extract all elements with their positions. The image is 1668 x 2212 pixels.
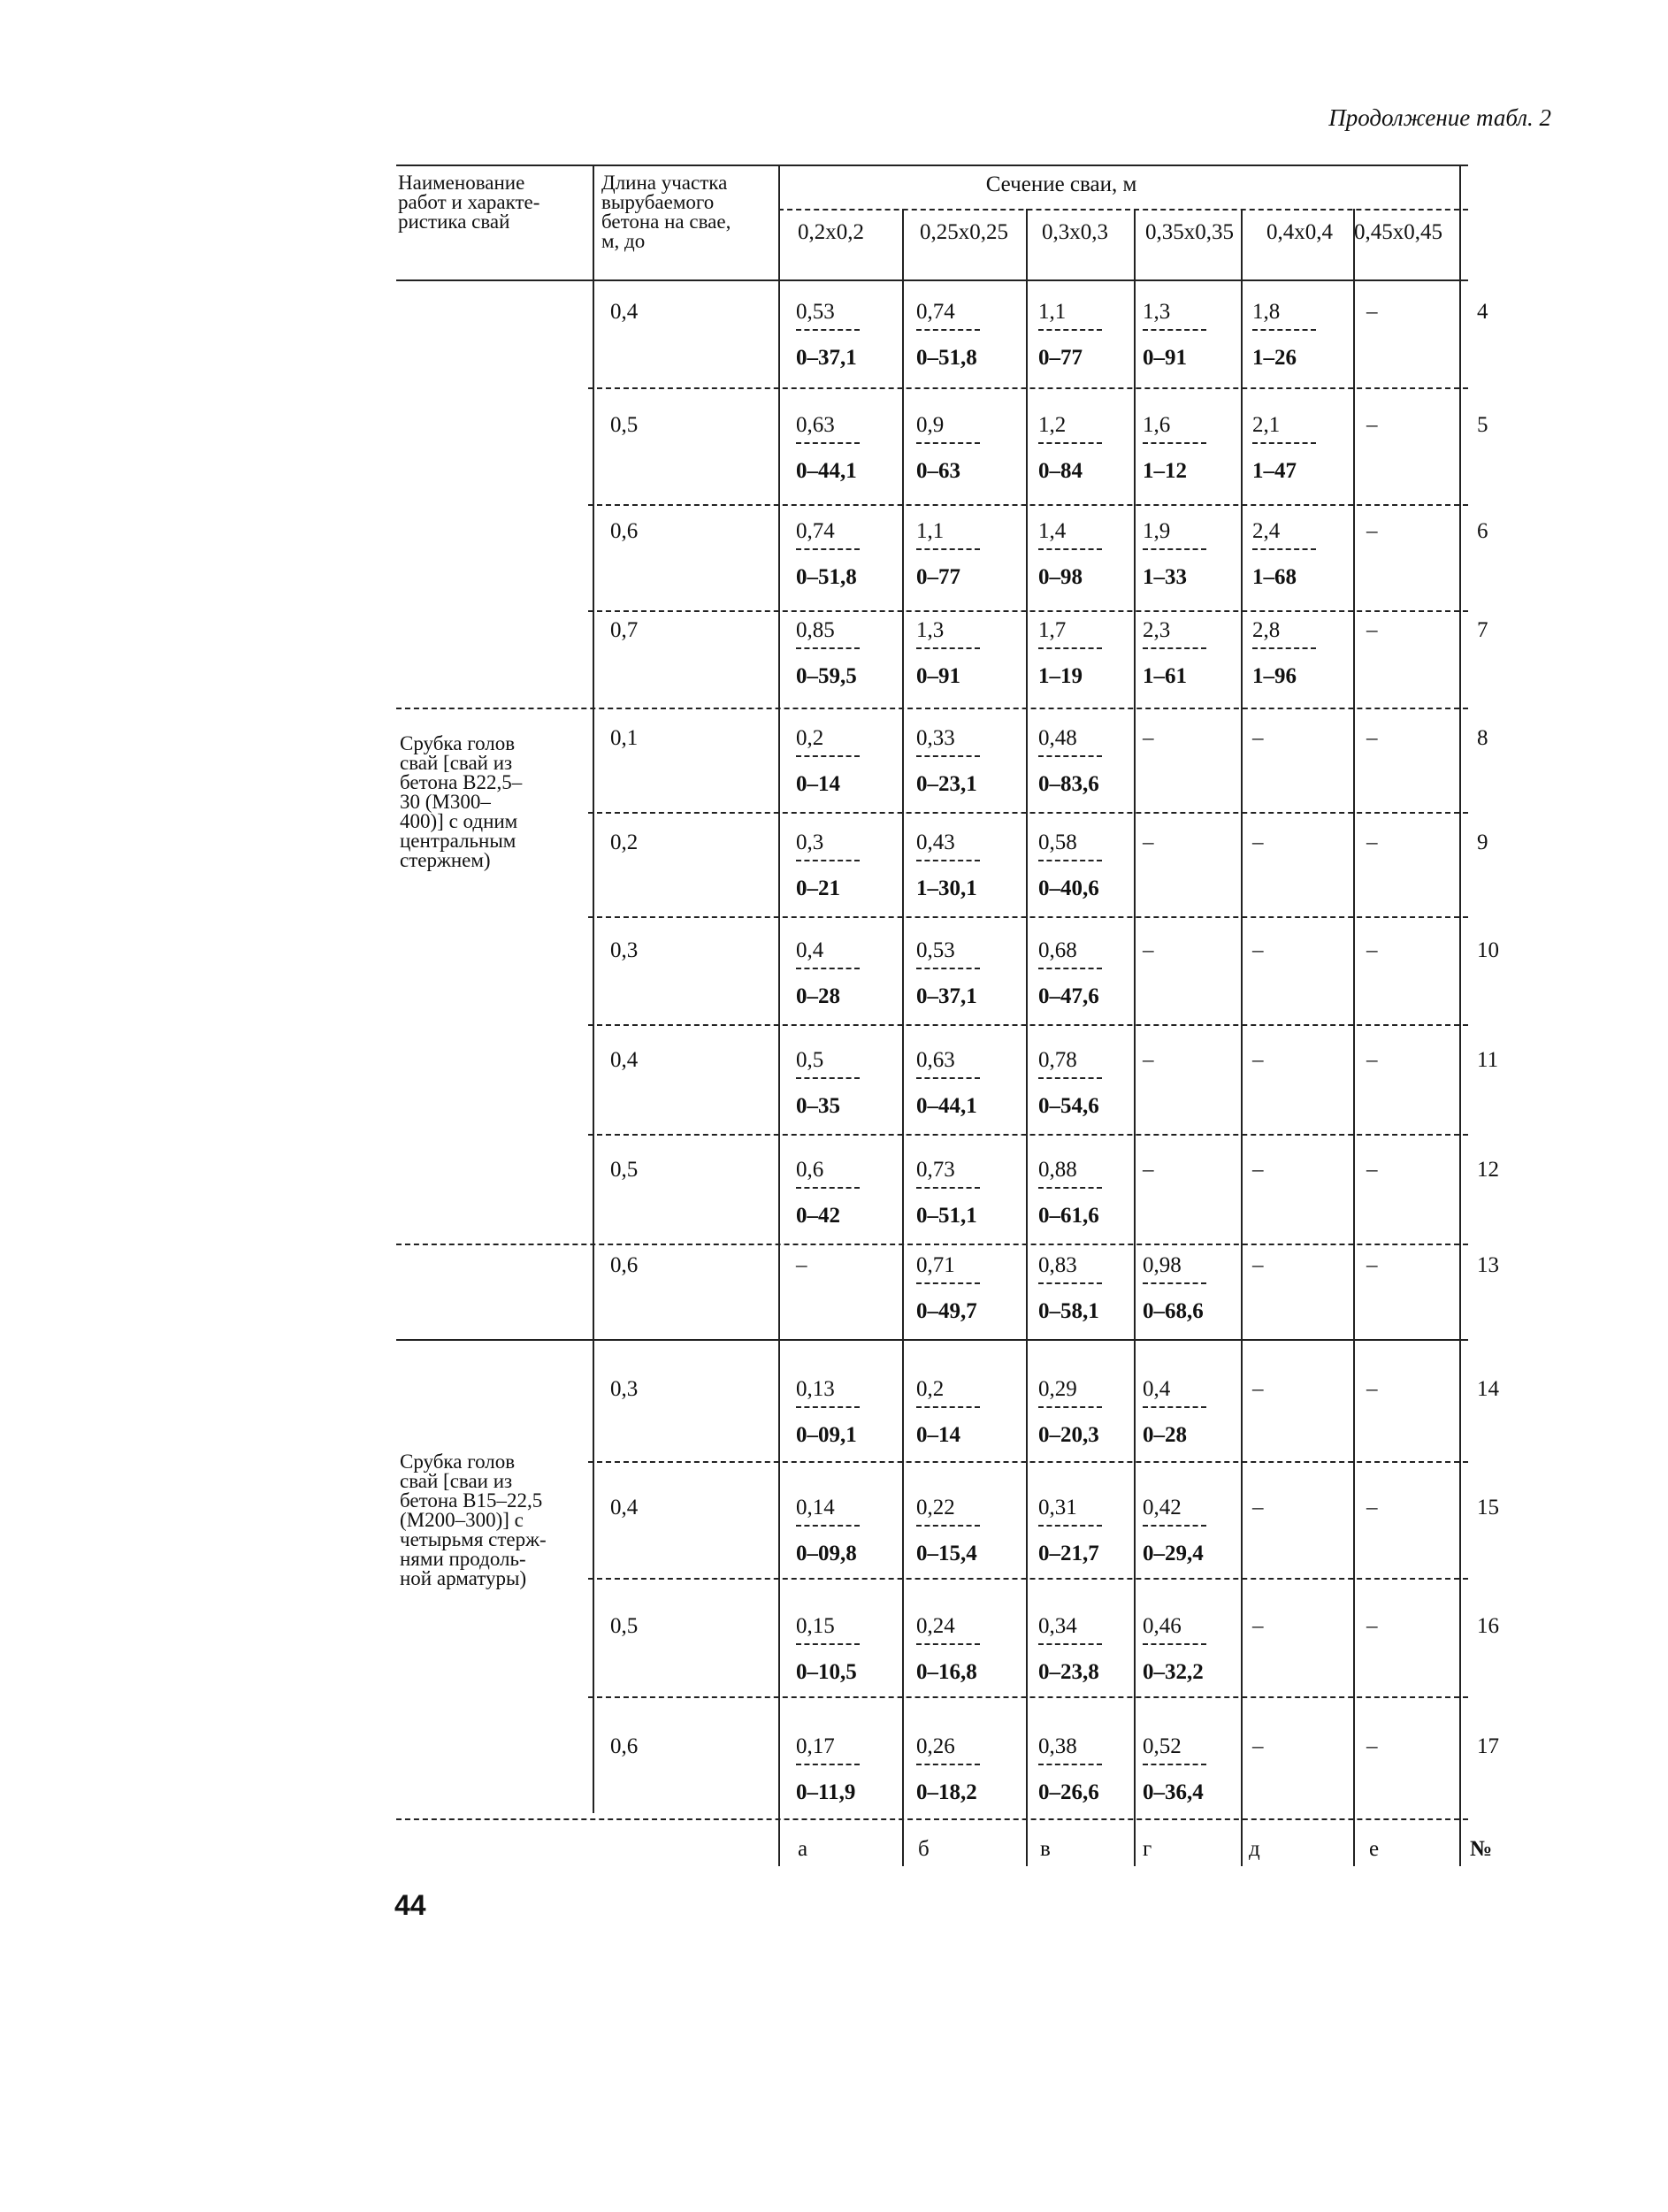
fraction-bar <box>796 860 860 861</box>
norm-cell-value: 0,88 <box>1038 1158 1077 1182</box>
norm-cell-value: 0,98 <box>1143 1253 1182 1277</box>
fraction-bar <box>1143 442 1206 444</box>
header-cut-length: Длина участка вырубаемого бетона на свае, м, до <box>601 172 731 252</box>
norm-cell-value: – <box>1143 726 1154 750</box>
norm-cell-cost: 0–47,6 <box>1038 984 1099 1008</box>
cut-length-value: 0,4 <box>610 300 639 324</box>
norm-cell-cost: 0–28 <box>1143 1423 1187 1447</box>
fraction-bar <box>1252 329 1316 331</box>
norm-cell-cost: 0–16,8 <box>916 1660 977 1684</box>
norm-cell-cost: 0–29,4 <box>1143 1542 1204 1565</box>
fraction-bar <box>796 968 860 969</box>
norm-cell-value: – <box>1366 1614 1378 1638</box>
norm-cell-value: – <box>1366 519 1378 543</box>
fraction-bar <box>1038 442 1102 444</box>
norm-cell-value: 0,5 <box>796 1048 824 1072</box>
norm-cell-value: 0,29 <box>1038 1377 1077 1401</box>
norm-cell-cost: 0–58,1 <box>1038 1299 1099 1323</box>
norm-cell-cost: 0–10,5 <box>796 1660 857 1684</box>
norm-cell-value: 2,8 <box>1252 618 1281 642</box>
fraction-bar <box>1038 1282 1102 1284</box>
norm-cell-value: – <box>1366 1734 1378 1758</box>
fraction-bar <box>1038 755 1102 757</box>
norm-cell-cost: 0–23,1 <box>916 772 977 796</box>
row-divider <box>588 1461 1468 1463</box>
norm-cell-value: 2,1 <box>1252 413 1281 437</box>
column-divider <box>1353 209 1355 1866</box>
norm-cell-value: – <box>1252 1496 1264 1519</box>
norm-cell-value: 0,15 <box>796 1614 835 1638</box>
row-divider <box>588 812 1468 814</box>
norm-cell-value: – <box>1366 1048 1378 1072</box>
norm-cell-cost: 0–51,8 <box>796 565 857 589</box>
norm-cell-value: 0,78 <box>1038 1048 1077 1072</box>
norm-cell-value: – <box>1252 1158 1264 1182</box>
row-divider <box>396 1339 1468 1341</box>
norm-cell-cost: 1–61 <box>1143 664 1187 688</box>
fraction-bar <box>796 1643 860 1645</box>
fraction-bar <box>1038 1764 1102 1765</box>
fraction-bar <box>916 1643 980 1645</box>
norm-cell-value: – <box>1143 1158 1154 1182</box>
norm-cell-value: – <box>1366 413 1378 437</box>
norm-cell-value: – <box>1143 938 1154 962</box>
norm-cell-value: – <box>1366 300 1378 324</box>
norm-cell-value: 0,48 <box>1038 726 1077 750</box>
fraction-bar <box>1038 647 1102 649</box>
norm-cell-value: 1,8 <box>1252 300 1281 324</box>
norm-cell-cost: 0–42 <box>796 1204 840 1228</box>
fraction-bar <box>916 1406 980 1408</box>
row-divider <box>588 1578 1468 1580</box>
norm-cell-cost: 0–59,5 <box>796 664 857 688</box>
fraction-bar <box>1038 1643 1102 1645</box>
norm-cell-cost: 0–44,1 <box>796 459 857 483</box>
norm-cell-value: 0,74 <box>796 519 835 543</box>
norm-cell-cost: 0–09,1 <box>796 1423 857 1447</box>
norm-cell-cost: 0–11,9 <box>796 1780 856 1804</box>
footer-letter-d: г <box>1143 1837 1152 1861</box>
cut-length-value: 0,5 <box>610 1614 639 1638</box>
norm-cell-cost: 0–20,3 <box>1038 1423 1099 1447</box>
group-label-four-rods: Срубка голов свай [сваи из бетона В15–22,5 (М200–300)] с четырьмя стерж- нями продоль- ной арматуры) <box>400 1450 547 1589</box>
column-divider <box>1134 209 1136 1866</box>
norm-cell-value: 0,3 <box>796 830 824 854</box>
row-number: 4 <box>1477 300 1488 324</box>
row-number: 6 <box>1477 519 1488 543</box>
row-number: 5 <box>1477 413 1488 437</box>
footer-letter-b: б <box>918 1837 930 1861</box>
fraction-bar <box>1038 329 1102 331</box>
norm-cell-cost: 0–77 <box>916 565 960 589</box>
table-top-rule <box>396 165 1468 166</box>
norm-cell-value: 0,74 <box>916 300 955 324</box>
norm-cell-value: 1,9 <box>1143 519 1171 543</box>
norm-cell-value: – <box>796 1253 807 1277</box>
footer-letter-a: а <box>798 1837 808 1861</box>
norm-cell-value: – <box>1143 1048 1154 1072</box>
fraction-bar <box>1038 968 1102 969</box>
norm-cell-value: 0,4 <box>796 938 824 962</box>
cut-length-value: 0,6 <box>610 519 639 543</box>
row-number: 16 <box>1477 1614 1499 1638</box>
norm-cell-cost: 0–84 <box>1038 459 1083 483</box>
norm-cell-cost: 1–30,1 <box>916 876 977 900</box>
norm-cell-value: 0,42 <box>1143 1496 1182 1519</box>
norm-cell-value: 0,4 <box>1143 1377 1171 1401</box>
column-divider <box>1241 209 1243 1866</box>
row-number: 11 <box>1477 1048 1499 1072</box>
fraction-bar <box>1038 1187 1102 1189</box>
column-divider <box>1459 165 1461 1866</box>
norm-cell-value: – <box>1252 1614 1264 1638</box>
norm-cell-cost: 0–28 <box>796 984 840 1008</box>
norm-cell-value: 0,17 <box>796 1734 835 1758</box>
norm-cell-cost: 0–83,6 <box>1038 772 1099 796</box>
norm-cell-cost: 0–21,7 <box>1038 1542 1099 1565</box>
cut-length-value: 0,4 <box>610 1048 639 1072</box>
row-number: 13 <box>1477 1253 1499 1277</box>
fraction-bar <box>916 1187 980 1189</box>
fraction-bar <box>1252 548 1316 550</box>
norm-cell-cost: 0–35 <box>796 1094 840 1118</box>
norm-cell-value: 1,2 <box>1038 413 1067 437</box>
norm-cell-value: 0,2 <box>796 726 824 750</box>
norm-cell-value: 0,26 <box>916 1734 955 1758</box>
norm-cell-cost: 0–37,1 <box>796 346 857 370</box>
fraction-bar <box>1038 1406 1102 1408</box>
norm-cell-cost: 0–91 <box>1143 346 1187 370</box>
norm-cell-value: 0,38 <box>1038 1734 1077 1758</box>
norm-cell-value: 0,83 <box>1038 1253 1077 1277</box>
norm-cell-value: 2,4 <box>1252 519 1281 543</box>
row-number: 15 <box>1477 1496 1499 1519</box>
fraction-bar <box>1252 647 1316 649</box>
norm-cell-value: – <box>1366 938 1378 962</box>
fraction-bar <box>916 1282 980 1284</box>
norm-cell-value: 1,1 <box>916 519 945 543</box>
fraction-bar <box>1143 1282 1206 1284</box>
row-divider <box>588 1696 1468 1698</box>
column-divider <box>593 165 594 1813</box>
section-header-d: 0,35x0,35 <box>1145 220 1234 244</box>
section-header-b: 0,25x0,25 <box>920 220 1008 244</box>
norm-cell-cost: 0–09,8 <box>796 1542 857 1565</box>
norm-cell-value: 0,31 <box>1038 1496 1077 1519</box>
cut-length-value: 0,5 <box>610 1158 639 1182</box>
fraction-bar <box>1143 1406 1206 1408</box>
fraction-bar <box>1143 329 1206 331</box>
norm-cell-cost: 0–32,2 <box>1143 1660 1204 1684</box>
norm-cell-value: 1,3 <box>916 618 945 642</box>
norm-cell-value: – <box>1252 1048 1264 1072</box>
norm-cell-value: – <box>1252 1253 1264 1277</box>
cut-length-value: 0,6 <box>610 1734 639 1758</box>
norm-cell-value: 0,6 <box>796 1158 824 1182</box>
section-header-c: 0,3x0,3 <box>1042 220 1108 244</box>
cut-length-value: 0,5 <box>610 413 639 437</box>
norm-cell-value: 1,3 <box>1143 300 1171 324</box>
norm-cell-value: – <box>1252 726 1264 750</box>
row-number: 9 <box>1477 830 1488 854</box>
norm-cell-cost: 0–23,8 <box>1038 1660 1099 1684</box>
fraction-bar <box>796 1187 860 1189</box>
footer-letter-c: в <box>1040 1837 1051 1861</box>
column-divider <box>1026 209 1028 1866</box>
fraction-bar <box>796 1406 860 1408</box>
fraction-bar <box>1252 442 1316 444</box>
norm-cell-value: 0,9 <box>916 413 945 437</box>
norm-cell-value: – <box>1366 830 1378 854</box>
norm-cell-value: 0,71 <box>916 1253 955 1277</box>
fraction-bar <box>916 1525 980 1527</box>
norm-cell-cost: 0–54,6 <box>1038 1094 1099 1118</box>
norm-cell-value: 0,53 <box>796 300 835 324</box>
section-header-f: 0,45x0,45 <box>1354 220 1442 244</box>
fraction-bar <box>916 442 980 444</box>
row-divider <box>588 504 1468 506</box>
page-number: 44 <box>394 1889 426 1921</box>
norm-cell-cost: 0–61,6 <box>1038 1204 1099 1228</box>
row-divider <box>396 1244 1468 1245</box>
cut-length-value: 0,4 <box>610 1496 639 1519</box>
norm-cell-value: 1,1 <box>1038 300 1067 324</box>
fraction-bar <box>916 860 980 861</box>
footer-letter-e: д <box>1249 1837 1260 1861</box>
norm-cell-cost: 1–68 <box>1252 565 1297 589</box>
norm-cell-value: – <box>1366 1496 1378 1519</box>
norm-cell-cost: 1–33 <box>1143 565 1187 589</box>
norm-cell-value: 0,2 <box>916 1377 945 1401</box>
norm-cell-value: – <box>1366 1158 1378 1182</box>
norm-cell-cost: 0–44,1 <box>916 1094 977 1118</box>
row-divider <box>396 279 1468 281</box>
cut-length-value: 0,2 <box>610 830 639 854</box>
row-divider <box>778 209 1468 210</box>
norm-cell-cost: 1–47 <box>1252 459 1297 483</box>
norm-cell-value: – <box>1252 1734 1264 1758</box>
norm-cell-cost: 0–49,7 <box>916 1299 977 1323</box>
norm-cell-value: 0,22 <box>916 1496 955 1519</box>
norm-cell-value: 0,53 <box>916 938 955 962</box>
row-divider <box>396 708 1468 709</box>
row-divider <box>396 1818 1468 1820</box>
norm-cell-cost: 0–98 <box>1038 565 1083 589</box>
fraction-bar <box>916 647 980 649</box>
fraction-bar <box>796 442 860 444</box>
footer-letter-f: е <box>1369 1837 1380 1861</box>
cut-length-value: 0,7 <box>610 618 639 642</box>
row-divider <box>588 610 1468 612</box>
norm-cell-cost: 0–36,4 <box>1143 1780 1204 1804</box>
row-number: 14 <box>1477 1377 1499 1401</box>
norm-cell-value: 0,13 <box>796 1377 835 1401</box>
norm-cell-value: – <box>1143 830 1154 854</box>
fraction-bar <box>1143 548 1206 550</box>
norm-cell-cost: 0–91 <box>916 664 960 688</box>
fraction-bar <box>1038 860 1102 861</box>
norm-cell-value: 0,73 <box>916 1158 955 1182</box>
fraction-bar <box>1143 1764 1206 1765</box>
norm-cell-cost: 0–37,1 <box>916 984 977 1008</box>
norm-cell-cost: 0–21 <box>796 876 840 900</box>
header-work-name: Наименование работ и характе- ристика свай <box>398 172 540 233</box>
section-header-e: 0,4x0,4 <box>1266 220 1333 244</box>
fraction-bar <box>796 1077 860 1079</box>
fraction-bar <box>1143 1525 1206 1527</box>
cut-length-value: 0,1 <box>610 726 639 750</box>
fraction-bar <box>916 755 980 757</box>
row-number: 10 <box>1477 938 1499 962</box>
norm-cell-cost: 0–15,4 <box>916 1542 977 1565</box>
norm-cell-cost: 1–19 <box>1038 664 1083 688</box>
fraction-bar <box>796 1525 860 1527</box>
fraction-bar <box>796 755 860 757</box>
norm-cell-value: 1,4 <box>1038 519 1067 543</box>
row-number: 12 <box>1477 1158 1499 1182</box>
norm-cell-value: 0,24 <box>916 1614 955 1638</box>
norm-cell-value: 0,63 <box>796 413 835 437</box>
norm-cell-value: 2,3 <box>1143 618 1171 642</box>
fraction-bar <box>1143 1643 1206 1645</box>
norm-cell-value: 0,46 <box>1143 1614 1182 1638</box>
row-divider <box>588 1024 1468 1026</box>
fraction-bar <box>796 548 860 550</box>
norm-cell-value: 0,14 <box>796 1496 835 1519</box>
norm-cell-value: – <box>1366 726 1378 750</box>
norm-cell-cost: 0–77 <box>1038 346 1083 370</box>
cut-length-value: 0,6 <box>610 1253 639 1277</box>
norm-cell-value: – <box>1252 938 1264 962</box>
norm-cell-value: 1,7 <box>1038 618 1067 642</box>
norm-cell-value: 0,33 <box>916 726 955 750</box>
norm-cell-cost: 0–51,8 <box>916 346 977 370</box>
cut-length-value: 0,3 <box>610 938 639 962</box>
norm-cell-cost: 0–14 <box>796 772 840 796</box>
footer-row-number-label: № <box>1470 1837 1493 1861</box>
norm-cell-cost: 1–26 <box>1252 346 1297 370</box>
norm-cell-value: – <box>1252 1377 1264 1401</box>
row-number: 7 <box>1477 618 1488 642</box>
norm-cell-value: 0,63 <box>916 1048 955 1072</box>
norm-cell-cost: 0–26,6 <box>1038 1780 1099 1804</box>
section-header-a: 0,2x0,2 <box>798 220 864 244</box>
fraction-bar <box>916 968 980 969</box>
norm-cell-value: – <box>1366 618 1378 642</box>
fraction-bar <box>916 329 980 331</box>
norm-cell-cost: 0–68,6 <box>1143 1299 1204 1323</box>
fraction-bar <box>1038 548 1102 550</box>
fraction-bar <box>916 548 980 550</box>
table-continuation-caption: Продолжение табл. 2 <box>1328 104 1551 131</box>
fraction-bar <box>916 1077 980 1079</box>
fraction-bar <box>796 1764 860 1765</box>
norm-cell-value: 1,6 <box>1143 413 1171 437</box>
norm-cell-value: – <box>1366 1253 1378 1277</box>
column-divider <box>902 209 904 1866</box>
norm-cell-value: 0,43 <box>916 830 955 854</box>
norm-cell-cost: 0–63 <box>916 459 960 483</box>
norm-cell-value: – <box>1252 830 1264 854</box>
norm-cell-cost: 0–51,1 <box>916 1204 977 1228</box>
row-divider <box>588 1134 1468 1136</box>
group-label-central-rod: Срубка голов свай [свай из бетона В22,5– 30 (М300– 400)] с одним центральным стержнем) <box>400 732 523 871</box>
norm-cell-value: 0,68 <box>1038 938 1077 962</box>
row-divider <box>588 916 1468 918</box>
norm-cell-cost: 1–96 <box>1252 664 1297 688</box>
fraction-bar <box>796 329 860 331</box>
norm-cell-cost: 0–18,2 <box>916 1780 977 1804</box>
norm-cell-cost: 1–12 <box>1143 459 1187 483</box>
row-divider <box>588 387 1468 389</box>
fraction-bar <box>1038 1525 1102 1527</box>
cut-length-value: 0,3 <box>610 1377 639 1401</box>
norm-cell-value: – <box>1366 1377 1378 1401</box>
norm-cell-value: 0,52 <box>1143 1734 1182 1758</box>
norm-cell-cost: 0–14 <box>916 1423 960 1447</box>
fraction-bar <box>1038 1077 1102 1079</box>
norm-cell-value: 0,34 <box>1038 1614 1077 1638</box>
fraction-bar <box>796 647 860 649</box>
norm-cell-value: 0,85 <box>796 618 835 642</box>
fraction-bar <box>1143 647 1206 649</box>
header-section-title: Сечение сваи, м <box>985 172 1137 196</box>
row-number: 8 <box>1477 726 1488 750</box>
fraction-bar <box>916 1764 980 1765</box>
row-number: 17 <box>1477 1734 1499 1758</box>
norm-cell-value: 0,58 <box>1038 830 1077 854</box>
norm-cell-cost: 0–40,6 <box>1038 876 1099 900</box>
column-divider <box>778 165 780 1866</box>
